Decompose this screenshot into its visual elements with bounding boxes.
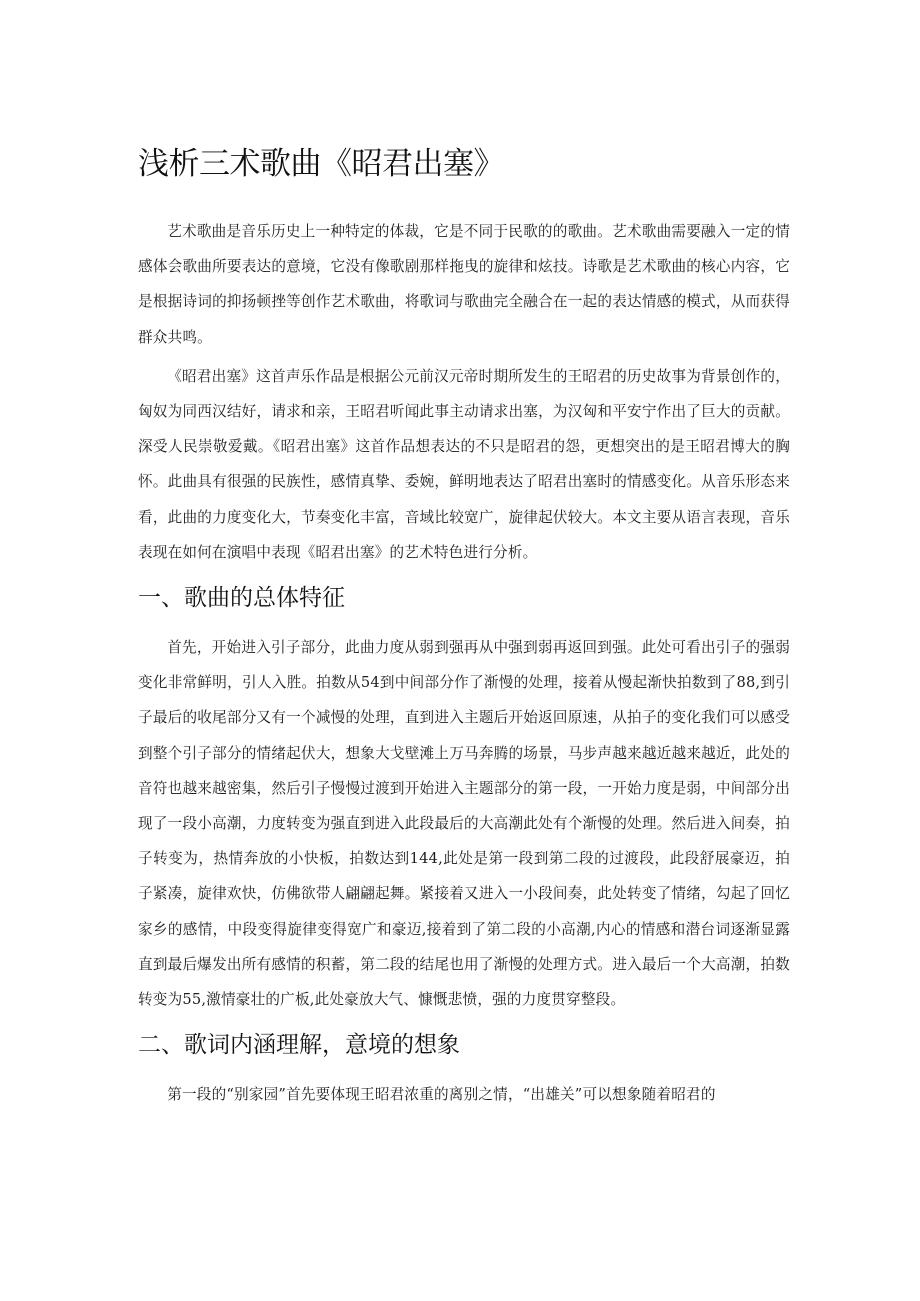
document-title: 浅析三术歌曲《昭君出塞》	[138, 146, 504, 182]
section-2-paragraph: 第一段的“别家园”首先要体现王昭君浓重的离别之情，“出雄关”可以想象随着昭君的	[167, 1086, 716, 1104]
section-2-heading: 二、歌词内涵理解，意境的想象	[138, 1032, 460, 1059]
intro-paragraph-1: 艺术歌曲是音乐历史上一种特定的体裁，它是不同于民歌的的歌曲。艺术歌曲需要融入一定的情感体会歌曲所要表达的意境，它没有像歌剧那样拖曳的旋律和炫技。诗歌是艺术歌曲的核心内容，它是根据诗词的抑扬顿挫等创作艺术歌曲，将歌词与歌曲完全融合在一起的表达情感的模式，从而获得群众共鸣。	[138, 223, 790, 346]
document-body	[138, 140, 790, 1116]
section-1-heading: 一、歌曲的总体特征	[138, 585, 345, 612]
intro-paragraph-2: 《昭君出塞》这首声乐作品是根据公元前汉元帝时期所发生的王昭君的历史故事为背景创作的，匈奴为同西汉结好，请求和亲，王昭君听闻此事主动请求出塞，为汉匈和平安宁作出了巨大的贡献。深受人民崇敬爱戴。《昭君出塞》这首作品想表达的不只是昭君的怨，更想突出的是王昭君博大的胸怀。此曲具有很强的民族性，感情真挚、委婉，鲜明地表达了昭君出塞时的情感变化。从音乐形态来看，此曲的力度变化大，节奏变化丰富，音域比较宽广，旋律起伏较大。本文主要从语言表现，音乐表现在如何在演唱中表现《昭君出塞》的艺术特色进行分析。	[138, 367, 790, 561]
section-1-paragraph: 首先，开始进入引子部分，此曲力度从弱到强再从中强到弱再返回到强。此处可看出引子的强弱变化非常鲜明，引人入胜。拍数从54到中间部分作了渐慢的处理，接着从慢起渐快拍数到了88,到引子最后的收尾部分又有一个减慢的处理，直到进入主题后开始返回原速，从拍子的变化我们可以感受到整个引子部分的情绪起伏大，想象大戈壁滩上万马奔腾的场景，马步声越来越近越来越近，此处的音符也越来越密集，然后引子慢慢过渡到开始进入主题部分的第一段，一开始力度是弱，中间部分出现了一段小高潮，力度转变为强直到进入此段最后的大高潮此处有个渐慢的处理。然后进入间奏，拍子转变为，热情奔放的小快板，拍数达到144,此处是第一段到第二段的过渡段，此段舒展豪迈，拍子紧凑，旋律欢快，仿佛欲带人翩翩起舞。紧接着又进入一小段间奏，此处转变了情绪，勾起了回忆家乡的感情，中段变得旋律变得宽广和豪迈,接着到了第二段的小高潮,内心的情感和潜台词逐渐显露直到最后爆发出所有感情的积蓄，第二段的结尾也用了渐慢的处理方式。进入最后一个大高潮，拍数转变为55,激情豪壮的广板,此处豪放大气、慷慨悲愤，强的力度贯穿整段。	[138, 639, 790, 1009]
